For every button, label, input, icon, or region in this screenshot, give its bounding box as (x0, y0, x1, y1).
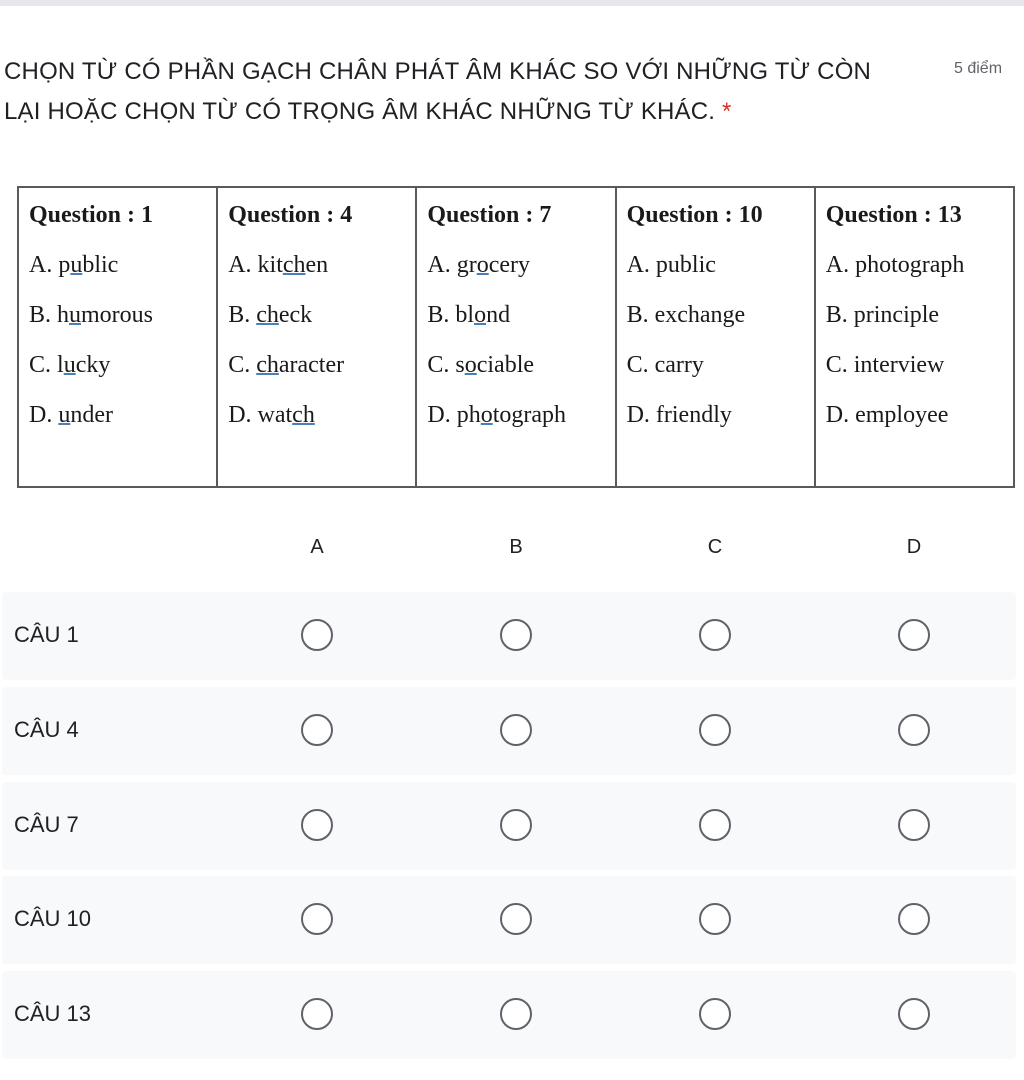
radio-cau-4-d[interactable] (898, 714, 930, 746)
grid-row-cau-10 (2, 876, 1016, 964)
column-header-d: D (906, 536, 922, 558)
option-text: D. employee (825, 402, 949, 428)
radio-cau-4-c[interactable] (699, 714, 731, 746)
grid-row-cau-13 (2, 971, 1016, 1059)
radio-cau-7-b[interactable] (500, 809, 532, 841)
question-column (217, 187, 416, 487)
option-text: A. grocery (427, 252, 530, 278)
points-label: 5 điểm (954, 60, 1003, 77)
option-text: D. photograph (427, 402, 567, 428)
radio-cau-1-b[interactable] (500, 619, 532, 651)
option-text: A. public (29, 252, 119, 278)
option-text: D. friendly (626, 402, 732, 428)
underlined-sound: ch (292, 402, 315, 428)
underlined-sound: u (58, 402, 71, 428)
option-text: C. character (228, 352, 345, 378)
option-text: C. sociable (427, 352, 535, 378)
column-header-a: A (310, 536, 324, 558)
row-label: CÂU 1 (14, 622, 79, 647)
radio-cau-13-a[interactable] (301, 998, 333, 1030)
question-header: Question : 10 (626, 202, 763, 228)
grid-row-cau-1 (2, 592, 1016, 680)
underlined-sound: ch (256, 302, 279, 328)
grid-column-headers (0, 536, 1024, 562)
radio-cau-10-b[interactable] (500, 903, 532, 935)
question-title-line-1: CHỌN TỪ CÓ PHẦN GẠCH CHÂN PHÁT ÂM KHÁC SO VỚI NHỮNG TỪ CÒN (4, 58, 872, 85)
option-text: C. interview (825, 352, 945, 378)
column-header-c: C (707, 536, 723, 558)
radio-cau-7-c[interactable] (699, 809, 731, 841)
radio-cau-1-d[interactable] (898, 619, 930, 651)
underlined-sound: ch (256, 352, 279, 378)
row-label: CÂU 7 (14, 812, 79, 837)
option-text: C. lucky (29, 352, 111, 378)
option-text: A. kitchen (228, 252, 329, 278)
question-column (616, 187, 815, 487)
question-column (416, 187, 615, 487)
question-column (18, 187, 217, 487)
option-text: A. public (626, 252, 716, 278)
question-column (815, 187, 1014, 487)
radio-cau-13-c[interactable] (699, 998, 731, 1030)
option-text: A. photograph (825, 252, 965, 278)
radio-cau-1-a[interactable] (301, 619, 333, 651)
grid-row-cau-4 (2, 687, 1016, 775)
question-header: Question : 13 (825, 202, 962, 228)
row-label: CÂU 10 (14, 906, 92, 931)
radio-cau-10-d[interactable] (898, 903, 930, 935)
question-title (4, 52, 939, 132)
underlined-sound: o (480, 402, 493, 428)
radio-cau-7-a[interactable] (301, 809, 333, 841)
question-header: Question : 7 (427, 202, 552, 228)
option-text: B. blond (427, 302, 511, 328)
option-text: B. check (228, 302, 313, 328)
question-title-line-2 (4, 92, 939, 132)
underlined-sound: o (476, 252, 489, 278)
required-asterisk: * (722, 98, 732, 125)
underlined-sound: u (69, 302, 82, 328)
option-text: B. principle (825, 302, 940, 328)
radio-cau-13-b[interactable] (500, 998, 532, 1030)
underlined-sound: o (464, 352, 477, 378)
question-image-table (17, 186, 1015, 488)
question-header: Question : 4 (228, 202, 353, 228)
option-text: B. humorous (29, 302, 154, 328)
grid-row-cau-7 (2, 782, 1016, 870)
row-label: CÂU 13 (14, 1001, 92, 1026)
underlined-sound: ch (282, 252, 306, 278)
question-title-line-2-text: LẠI HOẶC CHỌN TỪ CÓ TRỌNG ÂM KHÁC NHỮNG TỪ KHÁC. (4, 98, 716, 125)
underlined-sound: o (474, 302, 487, 328)
underlined-sound: u (63, 352, 76, 378)
radio-cau-10-a[interactable] (301, 903, 333, 935)
column-header-b: B (509, 536, 523, 558)
option-text: C. carry (626, 352, 704, 378)
option-text: D. watch (228, 402, 315, 428)
radio-cau-10-c[interactable] (699, 903, 731, 935)
question-header: Question : 1 (29, 202, 154, 228)
radio-cau-4-a[interactable] (301, 714, 333, 746)
underlined-sound: u (70, 252, 83, 278)
row-label: CÂU 4 (14, 717, 79, 742)
radio-cau-7-d[interactable] (898, 809, 930, 841)
radio-cau-4-b[interactable] (500, 714, 532, 746)
option-text: D. under (29, 402, 113, 428)
radio-cau-13-d[interactable] (898, 998, 930, 1030)
top-divider (0, 0, 1024, 6)
radio-cau-1-c[interactable] (699, 619, 731, 651)
option-text: B. exchange (626, 302, 746, 328)
